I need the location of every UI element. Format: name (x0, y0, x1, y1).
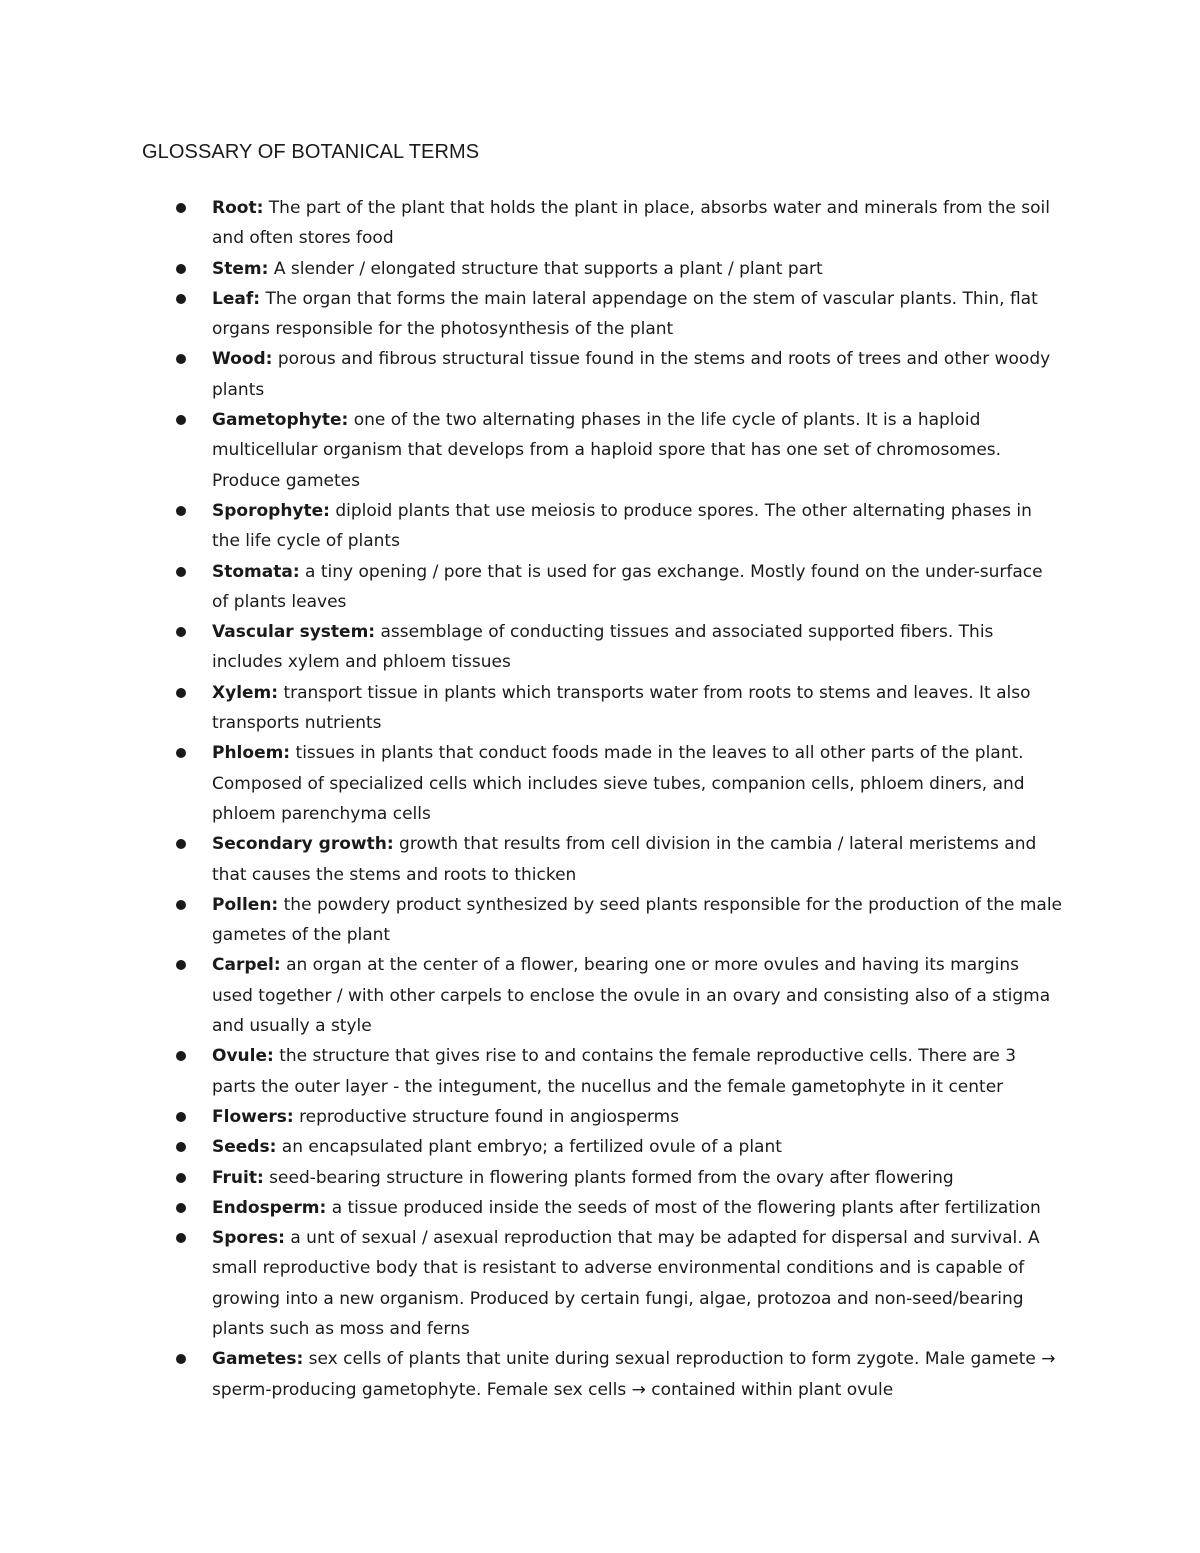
glossary-term: Vascular system: (212, 622, 376, 643)
glossary-term: Gametophyte: (212, 410, 349, 431)
glossary-entry (0, 557, 1062, 618)
glossary-definition: reproductive structure found in angiosperms (299, 1106, 680, 1127)
glossary-entry (0, 254, 1062, 284)
glossary-entry (0, 890, 1062, 951)
document-title: GLOSSARY OF BOTANICAL TERMS (142, 141, 480, 163)
bullet-icon (176, 1173, 186, 1183)
glossary-entry (0, 1163, 1062, 1193)
glossary-definition: the powdery product synthesized by seed plants responsible for the production of the male gametes of the plant (212, 894, 1063, 946)
glossary-entry (0, 829, 1062, 890)
glossary-entry (0, 284, 1062, 345)
glossary-term: Stomata: (212, 561, 300, 582)
bullet-icon (176, 1112, 186, 1122)
bullet-icon (176, 415, 186, 425)
glossary-term: Ovule: (212, 1046, 274, 1067)
glossary-entry (0, 496, 1062, 557)
glossary-definition: the structure that gives rise to and contains the female reproductive cells. There are 3 parts the outer layer - the integument, the nucellus and the female gametophyte in it center (212, 1046, 1017, 1097)
bullet-icon (176, 748, 186, 758)
bullet-icon (176, 264, 186, 274)
glossary-term: Gametes: (212, 1349, 304, 1370)
bullet-icon (176, 627, 186, 637)
glossary-term: Stem: (212, 258, 269, 279)
glossary-definition: The organ that forms the main lateral appendage on the stem of vascular plants. Thin, flat organs responsible for the photosynthesis of the plant (212, 288, 1038, 340)
glossary-definition: growth that results from cell division in the cambia / lateral meristems and that causes the stems and roots to thicken (212, 834, 1037, 885)
bullet-icon (176, 900, 186, 910)
glossary-definition: tissues in plants that conduct foods made in the leaves to all other parts of the plant. Composed of specialized cells which includes sieve tubes, companion cells, phloem diners, and phloem parenchyma cells (212, 743, 1025, 824)
glossary-entry (0, 344, 1062, 405)
glossary-definition: a tiny opening / pore that is used for gas exchange. Mostly found on the under-surface of plants leaves (212, 561, 1043, 612)
glossary-definition: sex cells of plants that unite during sexual reproduction to form zygote. Male gamete → sperm-producing gametophyte. Female sex cells → contained within plant ovule (212, 1349, 1056, 1400)
glossary-term: Root: (212, 198, 264, 218)
glossary-definition: a tissue produced inside the seeds of most of the flowering plants after fertilization (331, 1197, 1041, 1218)
glossary-entry (0, 1344, 1062, 1405)
glossary-term: Xylem: (212, 682, 279, 703)
glossary-term: Leaf: (212, 288, 261, 309)
glossary-entry (0, 1102, 1062, 1132)
bullet-icon (176, 1233, 186, 1243)
glossary-entry (0, 678, 1062, 739)
glossary-term: Carpel: (212, 955, 281, 976)
bullet-icon (176, 1354, 186, 1364)
glossary-entry (0, 1132, 1062, 1162)
glossary-definition: one of the two alternating phases in the life cycle of plants. It is a haploid multicellular organism that develops from a haploid spore that has one set of chromosomes. Produce gametes (212, 410, 1002, 491)
glossary-term: Pollen: (212, 894, 279, 915)
bullet-icon (176, 567, 186, 577)
glossary-term: Wood: (212, 349, 273, 370)
glossary-entry (0, 738, 1062, 829)
glossary-definition: The part of the plant that holds the plant in place, absorbs water and minerals from the soil and often stores food (212, 198, 1050, 249)
bullet-icon (176, 839, 186, 849)
glossary-term: Sporophyte: (212, 500, 330, 521)
glossary-definition: porous and fibrous structural tissue found in the stems and roots of trees and other woody plants (212, 349, 1051, 400)
glossary-definition: a unt of sexual / asexual reproduction that may be adapted for dispersal and survival. A small reproductive body that is resistant to adverse environmental conditions and is capable of growing into a new organism. Produced by certain fungi, algae, protozoa and non-seed/bearing plants such as moss and ferns (212, 1228, 1040, 1339)
bullet-icon (176, 294, 186, 304)
glossary-definition: seed-bearing structure in flowering plants formed from the ovary after flowering (269, 1167, 954, 1188)
glossary-term: Secondary growth: (212, 834, 394, 855)
bullet-icon (176, 506, 186, 516)
glossary-entry (0, 1193, 1062, 1223)
glossary-term: Seeds: (212, 1137, 277, 1158)
glossary-definition: diploid plants that use meiosis to produce spores. The other alternating phases in the life cycle of plants (212, 500, 1032, 552)
glossary-term: Fruit: (212, 1167, 264, 1188)
glossary-entry (0, 950, 1062, 1041)
glossary-entry (0, 1223, 1062, 1344)
glossary-definition: transport tissue in plants which transports water from roots to stems and leaves. It also transports nutrients (212, 682, 1031, 734)
bullet-icon (176, 1203, 186, 1213)
glossary-entry (0, 405, 1062, 496)
bullet-icon (176, 203, 186, 213)
glossary-entry (0, 617, 1062, 678)
glossary-term: Spores: (212, 1228, 285, 1249)
glossary-definition: A slender / elongated structure that supports a plant / plant part (273, 258, 823, 279)
glossary-definition: an encapsulated plant embryo; a fertilized ovule of a plant (281, 1137, 782, 1158)
bullet-icon (176, 1051, 186, 1061)
glossary-term: Endosperm: (212, 1197, 327, 1218)
bullet-icon (176, 354, 186, 364)
glossary-entry (0, 193, 1062, 254)
glossary-definition: assemblage of conducting tissues and associated supported fibers. This includes xylem and phloem tissues (212, 622, 994, 673)
glossary-term: Flowers: (212, 1106, 294, 1127)
glossary-list (0, 193, 1200, 1405)
glossary-term: Phloem: (212, 743, 291, 764)
bullet-icon (176, 1142, 186, 1152)
bullet-icon (176, 960, 186, 970)
bullet-icon (176, 688, 186, 698)
glossary-definition: an organ at the center of a flower, bearing one or more ovules and having its margins used together / with other carpels to enclose the ovule in an ovary and consisting also of a stigma and usually a style (212, 955, 1051, 1037)
glossary-entry (0, 1041, 1062, 1102)
